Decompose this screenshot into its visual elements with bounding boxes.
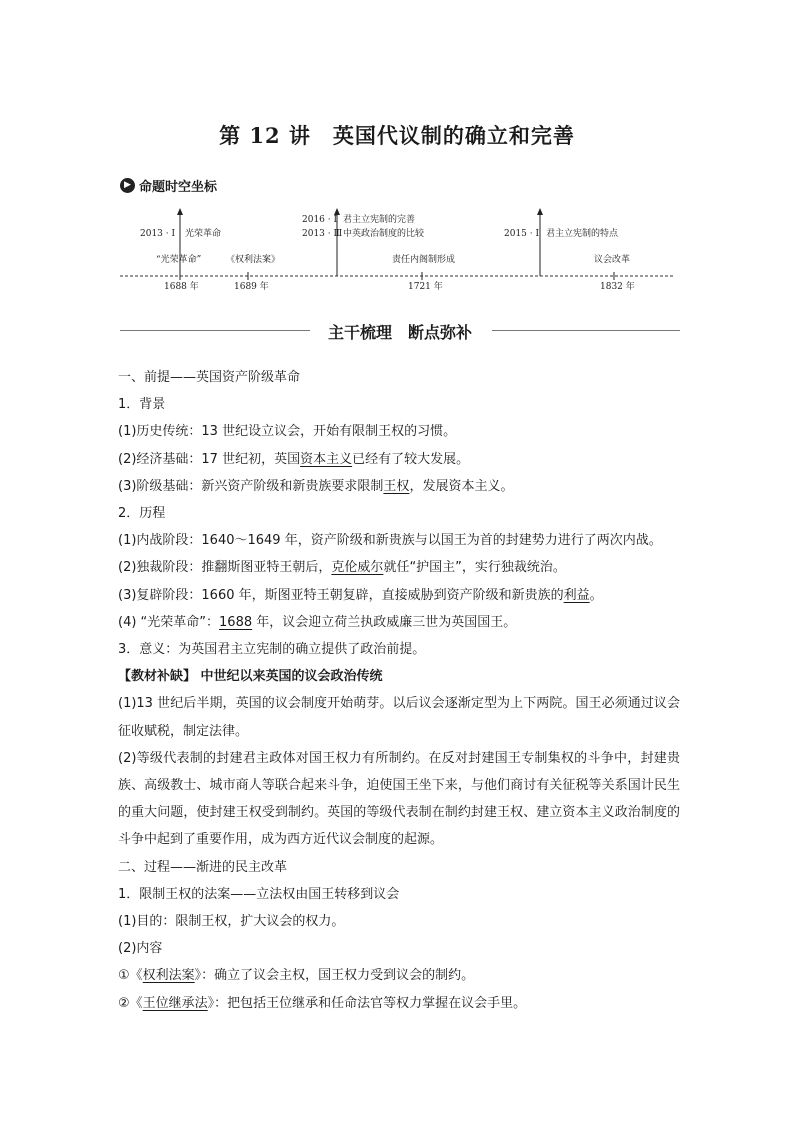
heading-1: 一、前提——英国资产阶级革命 [118, 370, 301, 385]
blank-answer: 资本主义 [300, 451, 353, 467]
process-1: (1)内战阶段：1640～1649 年，资产阶级和新贵族与以国王为首的封建势力进行了两次内战。 [118, 533, 662, 549]
exam-year-2a: 2016 · Ⅰ [302, 215, 338, 225]
process-3: (3)复辟阶段：1660 年，斯图亚特王朝复辟，直接威胁到资产阶级和新贵族的利益。 [118, 587, 603, 603]
exam-topic-3: 君主立宪制的特点 [546, 229, 619, 239]
date-2: 1689 年 [234, 282, 269, 292]
exam-topic-1: 光荣革命 [185, 229, 222, 239]
event-2: 《权利法案》 [226, 255, 281, 265]
laws-item-2: ②《王位继承法》：把包括王位继承和任命法官等权力掌握在议会手里。 [118, 995, 527, 1011]
background-3: (3)阶级基础：新兴资产阶级和新贵族要求限制王权，发展资本主义。 [118, 478, 514, 494]
process-4: (4) “光荣革命”：1688 年，议会迎立荷兰执政威廉三世为英国国王。 [118, 614, 517, 630]
supplement-title: 【教材补缺】 中世纪以来英国的议会政治传统 [118, 669, 383, 685]
play-icon: ▶ [120, 178, 135, 193]
page-title: 第 12 讲 英国代议制的确立和完善 [219, 123, 575, 148]
blank-answer: 王位继承法 [142, 995, 208, 1011]
section-tag [120, 176, 217, 195]
timeline [118, 200, 678, 296]
subheading-laws: 1．限制王权的法案——立法权由国王转移到议会 [118, 886, 400, 902]
heading-2: 二、过程——渐进的民主改革 [118, 859, 288, 875]
date-1: 1688 年 [164, 282, 199, 292]
event-3: 责任内阁制形成 [392, 255, 456, 265]
laws-goal: (1)目的：限制王权，扩大议会的权力。 [118, 914, 345, 930]
significance: 3．意义：为英国君主立宪制的确立提供了政治前提。 [118, 642, 426, 658]
section-tag-label: 命题时空坐标 [139, 180, 218, 195]
background-2: (2)经济基础：17 世纪初，英国资本主义已经有了较大发展。 [118, 451, 470, 467]
laws-content-label: (2)内容 [118, 941, 163, 957]
subheading-process: 2．历程 [118, 506, 166, 522]
divider-label: 主干梳理 断点弥补 [314, 323, 486, 342]
exam-topic-2a: 君主立宪制的完善 [343, 215, 416, 225]
event-1: “光荣革命” [156, 255, 202, 265]
date-4: 1832 年 [600, 282, 635, 292]
main-content [118, 364, 680, 1017]
background-1: (1)历史传统：13 世纪设立议会，开始有限制王权的习惯。 [118, 424, 457, 440]
exam-year-3: 2015 · Ⅰ [504, 229, 540, 239]
timeline-arrow-head-2 [334, 208, 340, 215]
blank-answer: 权利法案 [142, 968, 195, 984]
date-3: 1721 年 [408, 282, 443, 292]
supplement-2: (2)等级代表制的封建君主政体对国王权力有所制约。在反对封建国王专制集权的斗争中，封建贵族、高级教士、城市商人等联合起来斗争，迫使国王坐下来，与他们商讨有关征税等关系国计民生的重大问题，使封建王权受到制约。英国的等级代表制在制约封建王权、建立资本主义政治制度的斗争中起到了重要作用，成为西方近代议会制度的起源。 [118, 750, 680, 848]
event-4: 议会改革 [594, 255, 631, 265]
laws-item-1: ①《权利法案》：确立了议会主权，国王权力受到议会的制约。 [118, 968, 475, 984]
blank-answer: 1688 [219, 614, 253, 630]
supplement-1: (1)13 世纪后半期，英国的议会制度开始萌芽。以后议会逐渐定型为上下两院。国王必须通过议会征收赋税，制定法律。 [118, 696, 680, 739]
process-2: (2)独裁阶段：推翻斯图亚特王朝后，克伦威尔就任“护国主”，实行独裁统治。 [118, 560, 566, 576]
timeline-arrow-head-3 [537, 208, 543, 215]
blank-answer: 利益 [563, 587, 590, 603]
exam-year-2b: 2013 · Ⅲ [302, 229, 343, 239]
section-divider [120, 318, 680, 344]
subheading-background: 1．背景 [118, 397, 166, 413]
timeline-arrow-head-1 [177, 208, 183, 215]
blank-answer: 克伦威尔 [331, 560, 384, 576]
exam-year-1: 2013 · Ⅰ [140, 229, 176, 239]
blank-answer: 王权 [383, 478, 410, 494]
exam-topic-2b: 中英政治制度的比较 [343, 229, 425, 239]
